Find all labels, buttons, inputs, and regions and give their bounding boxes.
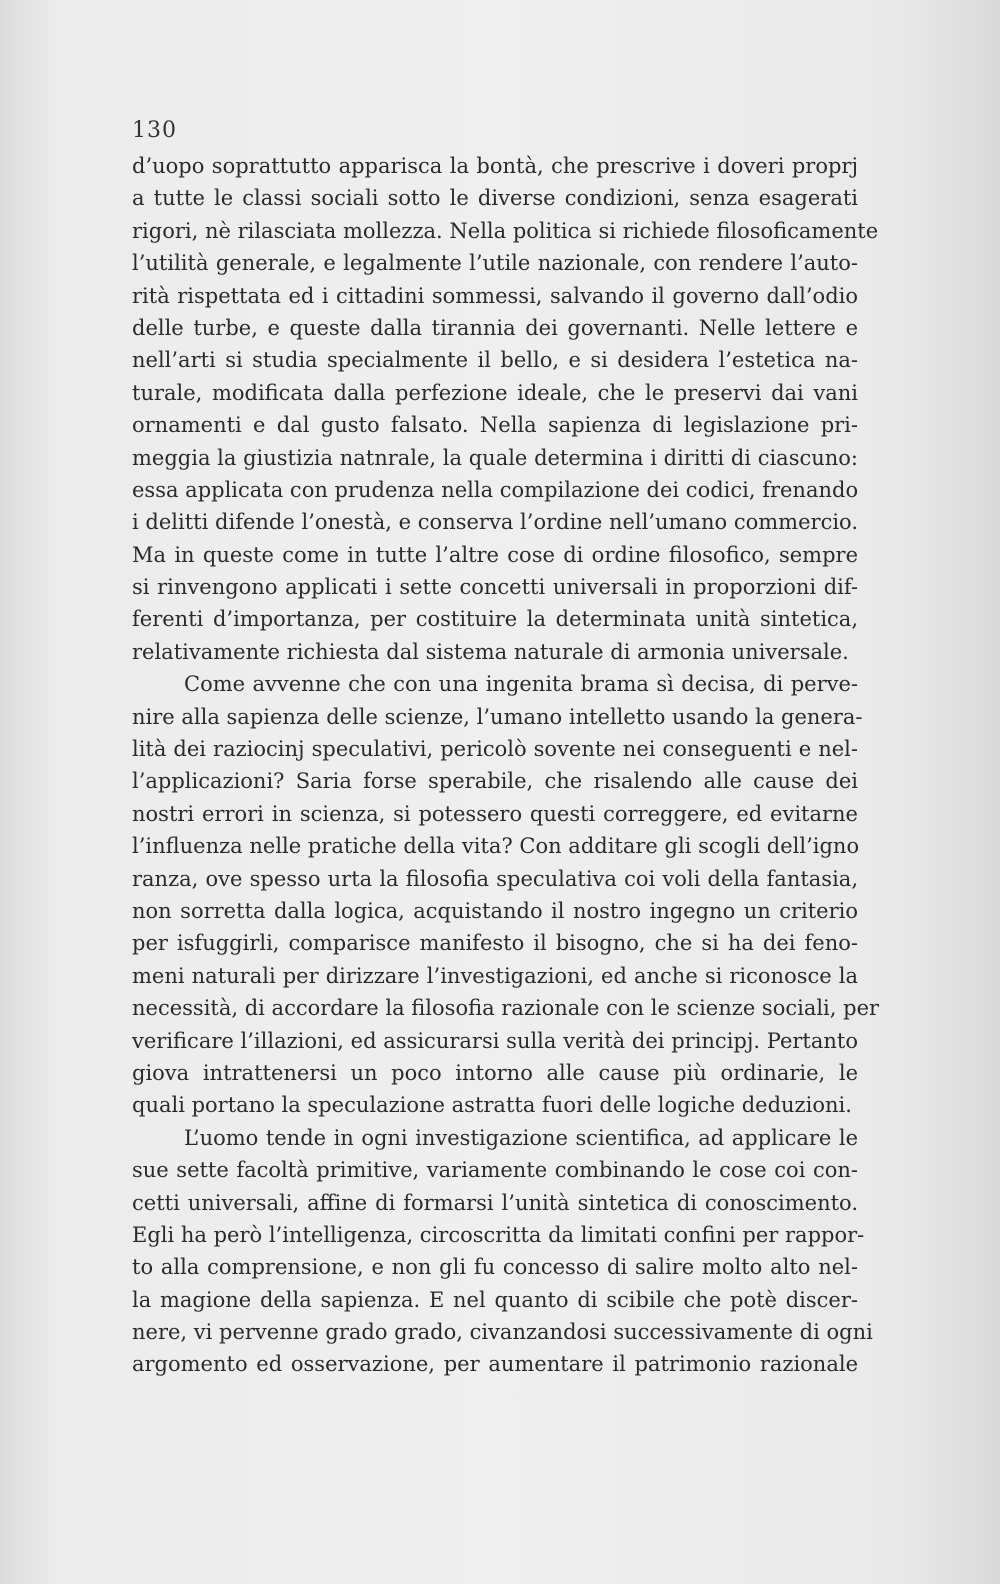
text-line: la magione della sapienza. E nel quanto di scibile che potè discer- [132, 1287, 858, 1312]
body-text [132, 150, 880, 1381]
text-line: ferenti d’importanza, per costituire la determinata unità sintetica, [132, 607, 858, 632]
text-line: nell’arti si studia specialmente il bello, e si desidera l’estetica na- [132, 348, 858, 373]
text-line: meggia la giustizia natnrale, la quale determina i diritti di ciascuno: [132, 445, 858, 470]
text-line: L’uomo tende in ogni investigazione scientifica, ad applicare le [184, 1125, 858, 1150]
text-line: lità dei raziocinj speculativi, pericolò sovente nei conseguenti e nel- [132, 737, 858, 762]
text-line: nere, vi pervenne grado grado, civanzandosi successivamente di ogni [132, 1320, 873, 1345]
text-line: to alla comprensione, e non gli fu concesso di salire molto alto nel- [132, 1255, 858, 1280]
text-line: Ma in queste come in tutte l’altre cose di ordine filosofico, sempre [132, 542, 858, 567]
text-line: rità rispettata ed i cittadini sommessi, salvando il governo dall’odio [132, 283, 858, 308]
text-line: Egli ha però l’intelligenza, circoscritta da limitati confini per rappor- [132, 1222, 865, 1247]
text-line: per isfuggirli, comparisce manifesto il bisogno, che si ha dei feno- [132, 931, 858, 956]
text-line: Come avvenne che con una ingenita brama sì decisa, di perve- [184, 672, 858, 697]
text-line: rigori, nè rilasciata mollezza. Nella politica si richiede filosoficamente [132, 218, 879, 243]
text-line: turale, modificata dalla perfezione ideale, che le preservi dai vani [132, 380, 858, 405]
text-line: quali portano la speculazione astratta fuori delle logiche deduzioni. [132, 1093, 852, 1118]
text-line: ranza, ove spesso urta la filosofia speculativa coi voli della fantasia, [132, 866, 858, 891]
text-line: l’applicazioni? Saria forse sperabile, che risalendo alle cause dei [132, 769, 858, 794]
text-line: nire alla sapienza delle scienze, l’umano intelletto usando la genera- [132, 704, 863, 729]
text-line: si rinvengono applicati i sette concetti universali in proporzioni dif- [132, 575, 858, 600]
text-line: l’influenza nelle pratiche della vita? Con additare gli scogli dell’igno [132, 834, 860, 859]
text-line: sue sette facoltà primitive, variamente combinando le cose coi con- [132, 1158, 858, 1183]
text-line: nostri errori in scienza, si potessero questi correggere, ed evitarne [132, 801, 858, 826]
text-line: ornamenti e dal gusto falsato. Nella sapienza di legislazione pri- [132, 413, 858, 438]
text-line: non sorretta dalla logica, acquistando il nostro ingegno un criterio [132, 898, 858, 923]
text-line: giova intrattenersi un poco intorno alle cause più ordinarie, le [132, 1060, 858, 1085]
text-line: relativamente richiesta dal sistema naturale di armonia universale. [132, 639, 849, 664]
text-line: l’utilità generale, e legalmente l’utile nazionale, con rendere l’auto- [132, 251, 858, 276]
text-line: cetti universali, affine di formarsi l’unità sintetica di conoscimento. [132, 1190, 858, 1215]
text-line: d’uopo soprattutto apparisca la bontà, che prescrive i doveri proprj [132, 154, 858, 178]
text-line: essa applicata con prudenza nella compilazione dei codici, frenando [132, 477, 859, 502]
page-number: 130 [132, 118, 177, 143]
text-line: argomento ed osservazione, per aumentare il patrimonio razionale [132, 1352, 858, 1377]
text-line: a tutte le classi sociali sotto le diverse condizioni, senza esagerati [132, 186, 858, 211]
text-line: necessità, di accordare la filosofia razionale con le scienze sociali, per [132, 996, 880, 1021]
text-line: verificare l’illazioni, ed assicurarsi sulla verità dei principj. Pertanto [132, 1028, 858, 1053]
text-line: i delitti difende l’onestà, e conserva l’ordine nell’umano commercio. [132, 510, 858, 535]
text-line: meni naturali per dirizzare l’investigazioni, ed anche si riconosce la [132, 963, 858, 988]
text-line: delle turbe, e queste dalla tirannia dei governanti. Nelle lettere e [132, 315, 858, 340]
